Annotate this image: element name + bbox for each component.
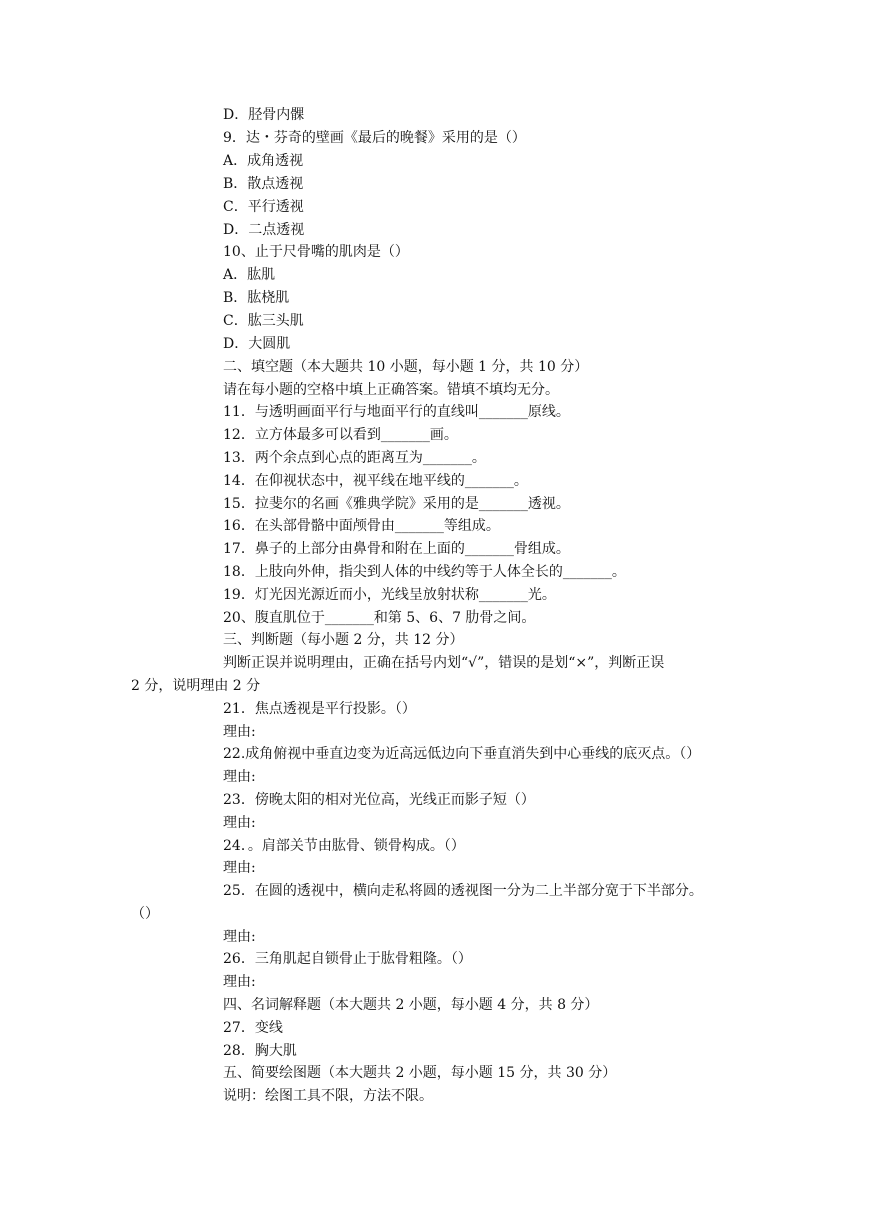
section-4-heading: 四、名词解释题（本大题共 2 小题，每小题 4 分，共 8 分） bbox=[223, 997, 599, 1013]
reason-26: 理由: bbox=[223, 974, 256, 990]
reason-22: 理由: bbox=[223, 769, 256, 785]
question-20: 20、腹直肌位于_______和第 5、6、7 肋骨之间。 bbox=[223, 610, 536, 626]
question-19: 19．灯光因光源近而小，光线呈放射状称_______光。 bbox=[223, 587, 556, 603]
question-12: 12．立方体最多可以看到_______画。 bbox=[223, 427, 458, 443]
question-26: 26．三角肌起自锁骨止于肱骨粗隆。（） bbox=[223, 951, 472, 967]
question-23: 23．傍晚太阳的相对光位高，光线正而影子短（） bbox=[223, 792, 535, 808]
section-5-heading: 五、简要绘图题（本大题共 2 小题，每小题 15 分，共 30 分） bbox=[223, 1065, 617, 1081]
section-2-heading: 二、填空题（本大题共 10 小题，每小题 1 分，共 10 分） bbox=[223, 359, 589, 375]
section-5-instructions: 说明：绘图工具不限，方法不限。 bbox=[223, 1088, 433, 1104]
option-a-q9: A．成角透视 bbox=[223, 153, 304, 169]
question-24: 24．。肩部关节由肱骨、锁骨构成。（） bbox=[223, 838, 465, 854]
question-13: 13．两个余点到心点的距离互为_______。 bbox=[223, 450, 486, 466]
question-18: 18．上肢向外伸，指尖到人体的中线约等于人体全长的_______。 bbox=[223, 564, 626, 580]
option-b-q9: B．散点透视 bbox=[223, 176, 304, 192]
option-d-q9: D．二点透视 bbox=[223, 222, 305, 238]
option-b-q10: B．肱桡肌 bbox=[223, 290, 290, 306]
reason-21: 理由: bbox=[223, 724, 256, 740]
question-21: 21．焦点透视是平行投影。（） bbox=[223, 701, 416, 717]
reason-24: 理由: bbox=[223, 860, 256, 876]
section-3-heading: 三、判断题（每小题 2 分，共 12 分） bbox=[223, 632, 464, 648]
reason-23: 理由: bbox=[223, 815, 256, 831]
option-d-q8: D．胫骨内髁 bbox=[223, 107, 305, 123]
option-c-q10: C．肱三头肌 bbox=[223, 313, 304, 329]
question-16: 16．在头部骨骼中面颅骨由_______等组成。 bbox=[223, 518, 500, 534]
question-27: 27．变线 bbox=[223, 1020, 283, 1036]
question-10: 10、止于尺骨嘴的肌肉是（） bbox=[223, 244, 409, 260]
question-22: 22.成角俯视中垂直边变为近高远低边向下垂直消失到中心垂线的底灭点。（） bbox=[223, 746, 701, 762]
question-25-cont: （） bbox=[131, 906, 159, 922]
option-a-q10: A．肱肌 bbox=[223, 267, 276, 283]
question-28: 28．胸大肌 bbox=[223, 1043, 297, 1059]
question-14: 14．在仰视状态中，视平线在地平线的_______。 bbox=[223, 473, 528, 489]
section-3-instructions: 判断正误并说明理由，正确在括号内划“√”，错误的是划“×”，判断正误 bbox=[223, 655, 665, 671]
question-9: 9．达・芬奇的壁画《最后的晚餐》采用的是（） bbox=[223, 130, 526, 146]
option-d-q10: D．大圆肌 bbox=[223, 336, 291, 352]
section-2-instructions: 请在每小题的空格中填上正确答案。错填不填均无分。 bbox=[223, 382, 559, 398]
option-c-q9: C．平行透视 bbox=[223, 199, 304, 215]
question-25: 25．在圆的透视中，横向走私将圆的透视图一分为二上半部分宽于下半部分。 bbox=[223, 883, 703, 899]
question-17: 17．鼻子的上部分由鼻骨和附在上面的_______骨组成。 bbox=[223, 541, 570, 557]
question-11: 11．与透明画面平行与地面平行的直线叫_______原线。 bbox=[223, 404, 570, 420]
question-15: 15．拉斐尔的名画《雅典学院》采用的是_______透视。 bbox=[223, 496, 570, 512]
section-3-instructions-cont: 2 分，说明理由 2 分 bbox=[131, 678, 261, 694]
reason-25: 理由: bbox=[223, 929, 256, 945]
